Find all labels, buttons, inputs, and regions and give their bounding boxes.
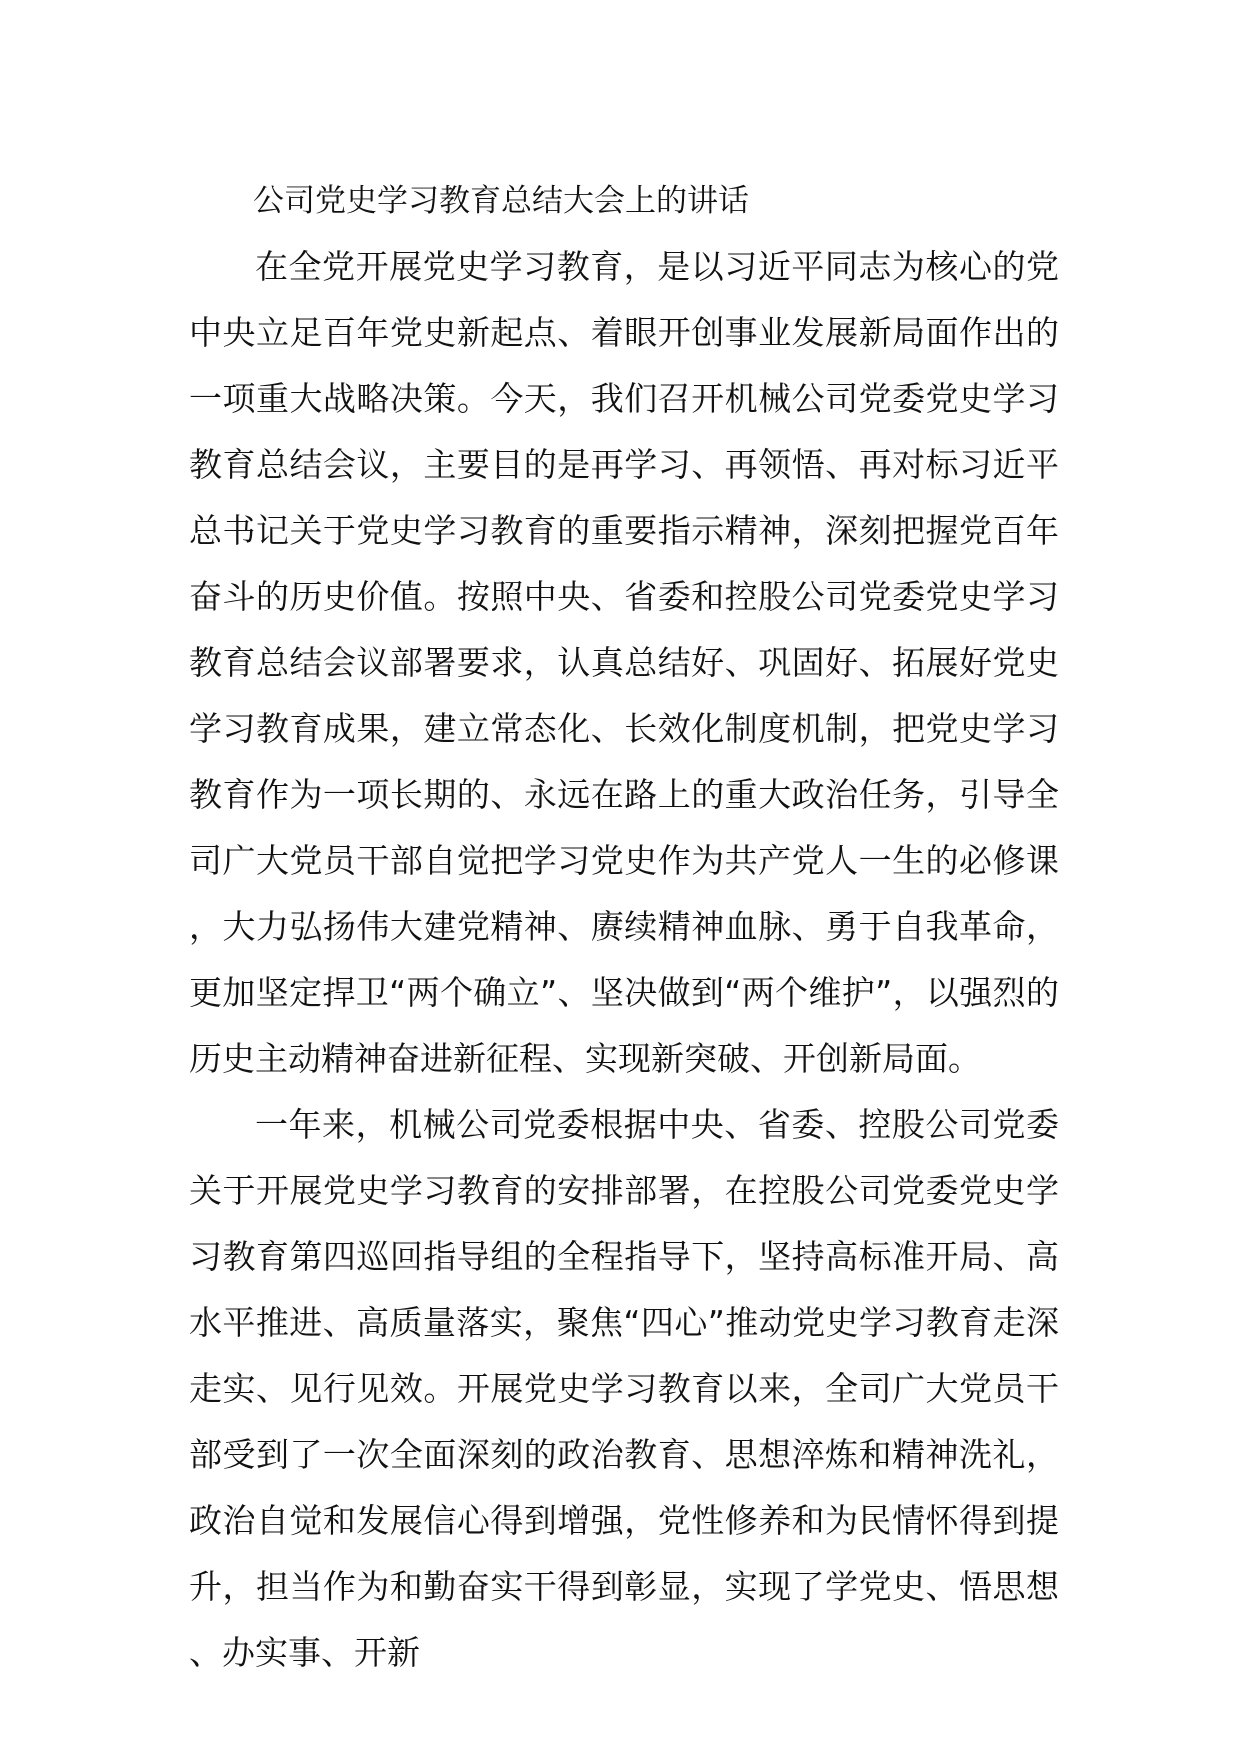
document-title: 公司党史学习教育总结大会上的讲话 [253,183,749,219]
paragraph-1: 在全党开展党史学习教育，是以习近平同志为核心的党中央立足百年党史新起点、着眼开创事业发展新局面作出的一项重大战略决策。今天，我们召开机械公司党委党史学习教育总结会议，主要目的是再学习、再领悟、再对标习近平总书记关于党史学习教育的重要指示精神，深刻把握党百年奋斗的历史价值。按照中央、省委和控股公司党委党史学习教育总结会议部署要求，认真总结好、巩固好、拓展好党史学习教育成果，建立常态化、长效化制度机制，把党史学习教育作为一项长期的、永远在路上的重大政治任务，引导全司广大党员干部自觉把学习党史作为共产党人一生的必修课，大力弘扬伟大建党精神、赓续精神血脉、勇于自我革命，更加坚定捍卫“两个确立”、坚决做到“两个维护”，以强烈的历史主动精神奋进新征程、实现新突破、开创新局面。 [189,247,1059,1078]
document-body [189,168,1059,1686]
paragraph-2: 一年来，机械公司党委根据中央、省委、控股公司党委关于开展党史学习教育的安排部署，在控股公司党委党史学习教育第四巡回指导组的全程指导下，坚持高标准开局、高水平推进、高质量落实，聚焦“四心”推动党史学习教育走深走实、见行见效。开展党史学习教育以来，全司广大党员干部受到了一次全面深刻的政治教育、思想淬炼和精神洗礼，政治自觉和发展信心得到增强，党性修养和为民情怀得到提升，担当作为和勤奋实干得到彰显，实现了学党史、悟思想、办实事、开新 [189,1105,1059,1672]
